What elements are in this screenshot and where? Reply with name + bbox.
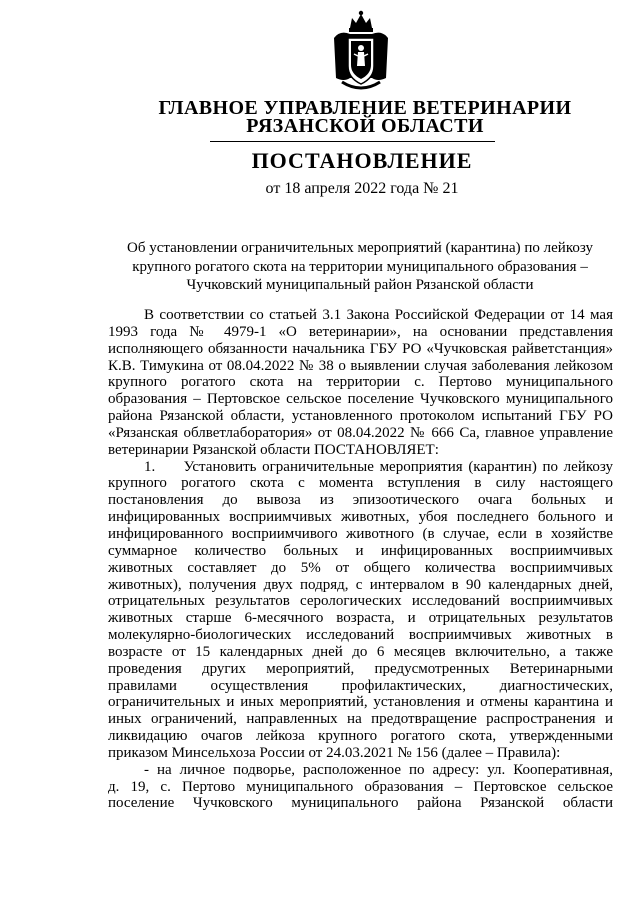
body-line: В соответствии со статьей 3.1 Закона Российской Федерации от 14 мая — [144, 307, 613, 323]
body-line: образования – Пертовское сельское поселение Чучковского муниципального — [108, 391, 613, 408]
document-date-number: от 18 апреля 2022 года № 21 — [265, 180, 459, 197]
body-line: правилами осуществления профилактических, диагностических, — [108, 677, 613, 694]
body-line: молекулярно-биологических исследований восприимчивых животных в — [108, 627, 613, 644]
body-line: инфицированного восприимчивого животного (в случае, если в хозяйстве — [108, 525, 613, 542]
body-line: проведения других мероприятий, предусмотренных Ветеринарными — [108, 660, 613, 677]
body-line: животных составляет до 5% от общего количества восприимчивых — [108, 559, 613, 576]
subject-line: крупного рогатого скота на территории муниципального образования – — [132, 258, 588, 275]
body-line: 1993 года № 4979-1 «О ветеринарии», на основании представления — [108, 323, 613, 340]
coat-of-arms-emblem — [328, 8, 394, 96]
document-subject — [108, 239, 612, 295]
body-line: д. 19, с. Пертово муниципального образования – Пертовское сельское — [108, 778, 613, 795]
body-line: - на личное подворье, расположенное по адресу: ул. Кооперативная, — [144, 761, 613, 778]
document-type: ПОСТАНОВЛЕНИЕ — [251, 148, 473, 173]
body-line: района Рязанской области, установленного протоколом испытаний ГБУ РО — [108, 408, 613, 425]
body-line: «Рязанская облветлаборатория» от 08.04.2022 № 666 Са, главное управление — [108, 424, 613, 441]
body-line: возрасте от 15 календарных дней до 6 месяцев включительно, а также — [108, 643, 613, 660]
body-line: К.В. Тимукина от 08.04.2022 № 38 о выявлении случая заболевания лейкозом — [108, 357, 613, 374]
body-line: ликвидацию очагов лейкоза крупного рогатого скота, утвержденными — [108, 728, 613, 745]
body-line: инфицированных восприимчивых животных, убоя последнего больного и — [108, 509, 613, 526]
body-line: приказом Минсельхоза России от 24.03.2021 № 156 (далее – Правила): — [108, 744, 561, 761]
body-line: крупного рогатого скота с момента вступления в силу настоящего — [108, 475, 613, 492]
body-line: 1. Установить ограничительные мероприятия (карантин) по лейкозу — [144, 458, 613, 475]
body-line: отрицательных результатов серологических исследований восприимчивых — [108, 593, 613, 610]
subject-line: Чучковский муниципальный район Рязанской области — [186, 277, 534, 293]
document-body — [108, 307, 613, 812]
body-line: ограничительных и иных мероприятий, установления и отмены карантина и — [108, 694, 613, 711]
body-line: постановления до вывоза из эпизоотического очага больных и — [108, 492, 613, 509]
body-line: иных ограничений, направленных на предотвращение распространения и — [108, 711, 613, 728]
body-line: ветеринарии Рязанской области ПОСТАНОВЛЯЕТ: — [108, 441, 439, 458]
body-line: исполняющего обязанности начальника ГБУ РО «Чучковская райветстанция» — [108, 340, 613, 357]
organization-name-line1: ГЛАВНОЕ УПРАВЛЕНИЕ ВЕТЕРИНАРИИ — [158, 97, 572, 119]
body-line: суммарное количество больных и инфицированных восприимчивых — [108, 542, 613, 559]
header-divider — [210, 141, 495, 142]
body-line: крупного рогатого скота на территории с. Пертово муниципального — [108, 374, 613, 391]
body-line: животных старше 6-месячного возраста, и отрицательных результатов — [108, 610, 613, 627]
subject-line: Об установлении ограничительных мероприятий (карантина) по лейкозу — [127, 240, 593, 256]
body-line: поселение Чучковского муниципального района Рязанской области — [108, 795, 613, 812]
organization-name-line2: РЯЗАНСКОЙ ОБЛАСТИ — [246, 115, 484, 137]
body-line: животных), получения двух подряд, с интервалом в 90 календарных дней, — [108, 576, 613, 593]
